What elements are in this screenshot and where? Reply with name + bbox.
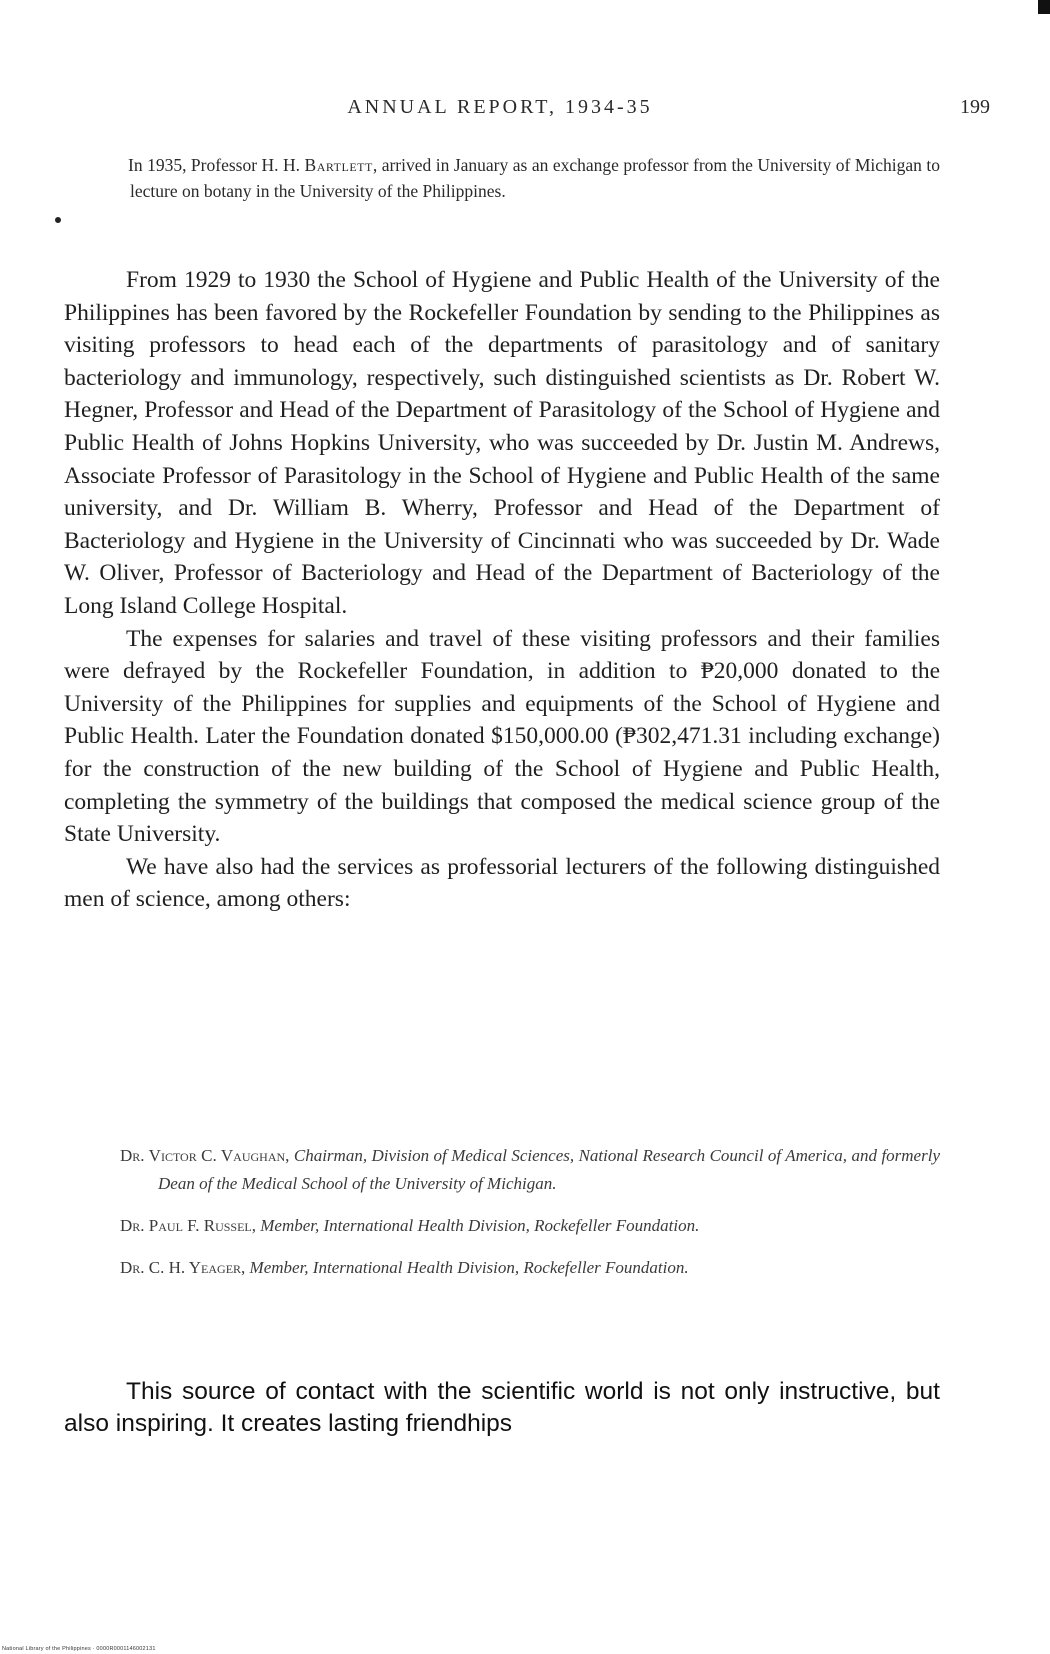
top-note: [130, 152, 940, 204]
margin-dot: [55, 217, 61, 223]
lecturer-role: Chairman, Division of Medical Sciences, National Research Council of America, and formerly Dean of the Medical School of the University of Michigan.: [158, 1146, 940, 1193]
lecturer-name: Dr. Paul F. Russel,: [120, 1216, 257, 1235]
top-note-rest: , arrived in January as an exchange professor from the University of Michigan to lecture on botany in the University of the Philippines.: [130, 155, 940, 201]
lecturer-role: Member, International Health Division, Rockefeller Foundation.: [245, 1258, 689, 1277]
lecturer-name: Dr. C. H. Yeager,: [120, 1258, 246, 1277]
scan-corner-mark: [1038, 0, 1050, 14]
lecturer-item: [120, 1254, 940, 1282]
lecturer-item: [120, 1142, 940, 1198]
archive-stamp: National Library of the Philippines · 0000R0001146002131: [2, 1646, 156, 1652]
lecturer-list: [120, 1142, 940, 1296]
lecturer-name: Dr. Victor C. Vaughan,: [120, 1146, 290, 1165]
paragraph-lecturers-intro: We have also had the services as professorial lecturers of the following distinguished men of science, among others:: [64, 853, 940, 913]
lecturer-role: Member, International Health Division, Rockefeller Foundation.: [256, 1216, 700, 1235]
lecturer-item: [120, 1212, 940, 1240]
paragraph-expenses: The expenses for salaries and travel of these visiting professors and their families were defrayed by the Rockefeller Foundation, in addition to ₱20,000 donated to the University of the Philippines for supplies and equipments of the School of Hygiene and Public Health. Later the Foundation donated $150,000.00 (₱302,471.31 including exchange) for the construction of the new building of the School of Hygiene and Public Health, completing the symmetry of the buildings that composed the medical science group of the State University.: [64, 625, 940, 848]
running-head: [60, 96, 990, 126]
closing-paragraph: [64, 1376, 940, 1440]
running-title: ANNUAL REPORT, 1934-35: [347, 96, 653, 118]
top-note-lead: In 1935, Professor H. H.: [128, 155, 305, 175]
page-number: 199: [960, 96, 990, 118]
main-body: [64, 264, 940, 916]
closing-text: This source of contact with the scientific world is not only instructive, but also inspiring. It creates lasting friendhips: [64, 1378, 940, 1437]
top-note-name: Bartlett: [304, 155, 373, 175]
paragraph-visiting-professors: From 1929 to 1930 the School of Hygiene and Public Health of the University of the Philippines has been favored by the Rockefeller Foundation by sending to the Philippines as visiting professors to head each of the departments of parasitology and of sanitary bacteriology and immunology, respectively, such distinguished scientists as Dr. Robert W. Hegner, Professor and Head of the Department of Parasitology of the School of Hygiene and Public Health of Johns Hopkins University, who was succeeded by Dr. Justin M. Andrews, Associate Professor of Parasitology in the School of Hygiene and Public Health of the same university, and Dr. William B. Wherry, Professor and Head of the Department of Bacteriology and Hygiene in the University of Cincinnati who was succeeded by Dr. Wade W. Oliver, Professor of Bacteriology and Head of the Department of Bacteriology of the Long Island College Hospital.: [64, 267, 940, 619]
